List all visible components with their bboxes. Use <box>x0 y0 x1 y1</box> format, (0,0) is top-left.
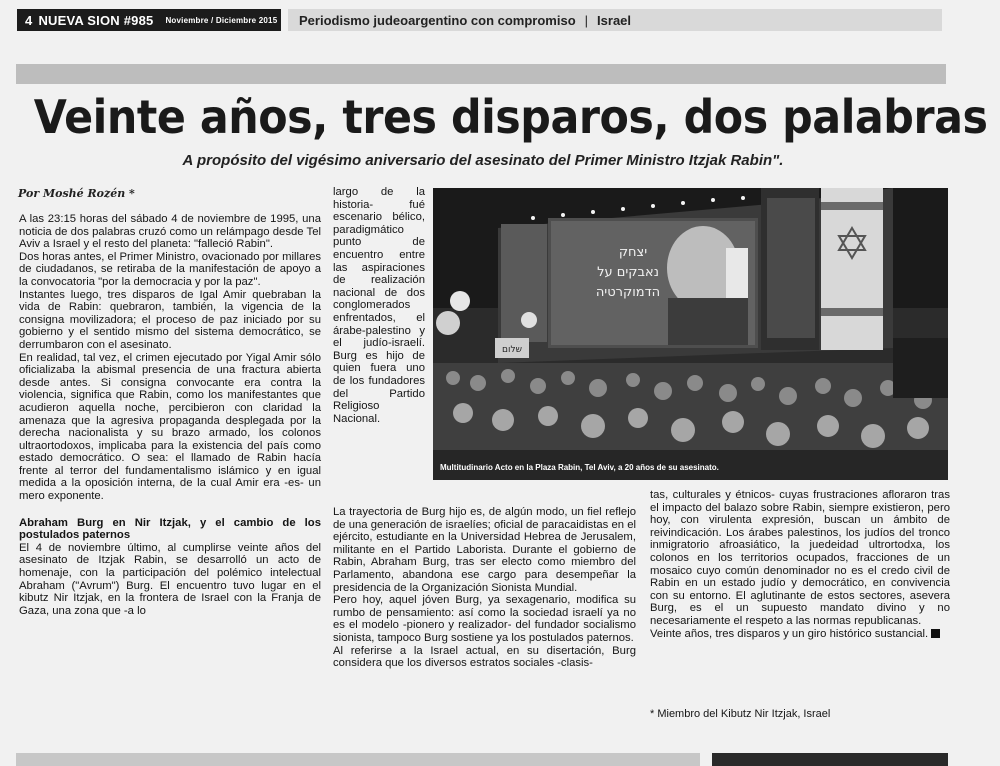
bottom-dark-strip <box>712 753 948 766</box>
sign-text: שלום <box>502 345 522 355</box>
page-header-gray <box>288 9 942 31</box>
photo-caption: Multitudinario Acto en la Plaza Rabin, Tel Aviv, a 20 años de su asesinato. <box>440 463 719 472</box>
section-subhead: Abraham Burg en Nir Itzjak, y el cambio de los postulados paternos <box>19 516 321 542</box>
end-of-article-icon <box>931 629 940 638</box>
page-header-black <box>17 9 281 31</box>
publication-name: NUEVA SION #985 <box>38 12 154 28</box>
tagline: Periodismo judeoargentino con compromiso <box>299 12 576 28</box>
divider-bar <box>16 64 946 84</box>
section-name: Israel <box>597 12 632 28</box>
paragraph: Dos horas antes, el Primer Ministro, ovacionado por millares de ciudadanos, se retiraba de la manifestación de apoyo a la convocatoria "por la democracia y por la paz". <box>19 250 321 288</box>
column-1 <box>19 213 321 617</box>
paragraph: La trayectoria de Burg hijo es, de algún modo, un fiel reflejo de una generación de israelíes; oficial de paracaidistas en el ejército, estudiante en la Universidad Hebrea de Jerusalem, militante en el Partido Laborista. Durante el gobierno de Rabin, Abraham Burg, tras ser electo como miembro del Parlamento, abandona ese cargo para desempeñar la presidencia de la Organización Sionista Mundial. <box>333 506 636 594</box>
header-separator: | <box>584 12 589 28</box>
banner-text-2: נאבקים על <box>597 265 659 280</box>
article-headline: Veinte años, tres disparos, dos palabras <box>33 90 988 144</box>
paragraph: tas, culturales y étnicos- cuyas frustraciones afloraron tras el impacto del balazo sobre Rabin, siempre existieron, pero hoy, con virulenta expresión, buscan un ámbito de reivindicación. Los árabes palestinos, los judíos del tronco inmigratorio afroasiático, la juedeidad ultrortodxa, los colonos en los territorios ocupados, fracciones de un mosaico cuyo común denominador no es el credo civil de Rabin en un estado judío y democrático, en convivencia con su entorno. El aglutinante de estos sectores, asevera Burg, es el un supuesto mandato divino y no necesariamente el respeto a las normas republicanas. <box>650 489 950 627</box>
paragraph-final <box>650 628 950 641</box>
paragraph: En realidad, tal vez, el crimen ejecutado por Yigal Amir sólo oficializaba la abismal presencia de una fractura abierta desde antes. Si consigna convocante era contra la violencia, significa que Rabin, como los manifestantes que acudieron aquella noche, percibieron con claridad la amenaza que la agresiva propaganda desplegada por la derecha nacionalista y su brazo armado, los colonos ultraortodoxos, implicaba para la existencia del país como estado democrático. O sea: el llamado de Rabin hacía frente al terror del fundamentalismo islámico y en igual medida a la oposición interna, de la cual Amir era -es- un mero exponente. <box>19 351 321 503</box>
closing-sentence: Veinte años, tres disparos y un giro histórico sustancial. <box>650 627 929 640</box>
banner-text-1: יצחק <box>618 245 648 260</box>
paragraph: Pero hoy, aquel jóven Burg, ya sexagenario, modifica su rumbo de pensamiento: así como la sociedad israelí ya no es el modelo -pionero y realizador- del fundador socialismo sionista, tampoco Burg sostiene ya los postulados paternos. <box>333 594 636 644</box>
article-byline: Por Moshé Rozén * <box>18 187 135 200</box>
article-subtitle: A propósito del vigésimo aniversario del asesinato del Primer Ministro Itzjak Rabin". <box>182 152 784 169</box>
bottom-gray-strip <box>16 753 700 766</box>
page-number: 4 <box>25 12 33 28</box>
issue-date: Noviembre / Diciembre 2015 <box>165 15 278 25</box>
rally-photo <box>433 188 948 480</box>
rally-photo-image <box>433 188 948 480</box>
column-2-narrow <box>333 186 425 425</box>
paragraph: largo de la historia- fué escenario bélico, paradigmático punto de encuentro entre las aspiraciones de realización nacional de dos conglomerados enfrentados, el árabe-palestino y el judío-israelí. <box>333 186 425 350</box>
author-footnote: * Miembro del Kibutz Nir Itzjak, Israel <box>650 708 831 720</box>
column-3 <box>650 489 950 640</box>
column-2 <box>333 506 636 670</box>
paragraph: Burg es hijo de quien fuera uno de los fundadores del Partido Religioso Nacional. <box>333 349 425 425</box>
paragraph: El 4 de noviembre último, al cumplirse veinte años del asesinato de Itzjak Rabin, se desarrolló un acto de homenaje, con la participación del polémico intelectual Abraham ("Avrum") Burg. El encuentro tuvo lugar en el kibutz Nir Itzjak, en la frontera de Israel con la Franja de Gaza, una zona que -a lo <box>19 541 321 617</box>
banner-text-3: הדמוקרטיה <box>595 285 661 300</box>
paragraph: A las 23:15 horas del sábado 4 de noviembre de 1995, una noticia de dos palabras cruzó como un relámpago desde Tel Aviv a Israel y el resto del planeta: "falleció Rabin". <box>19 213 321 251</box>
paragraph: Instantes luego, tres disparos de Igal Amir quebraban la vida de Rabin: quebraron, también, la vigencia de la consigna movilizadora; el proceso de paz iniciado por su gobierno y el sentido mismo del sistema democrático, se derrumbaron con el asesinato. <box>19 288 321 351</box>
paragraph: Al referirse a la Israel actual, en su disertación, Burg considera que los diversos estratos sociales -clasis- <box>333 644 636 670</box>
